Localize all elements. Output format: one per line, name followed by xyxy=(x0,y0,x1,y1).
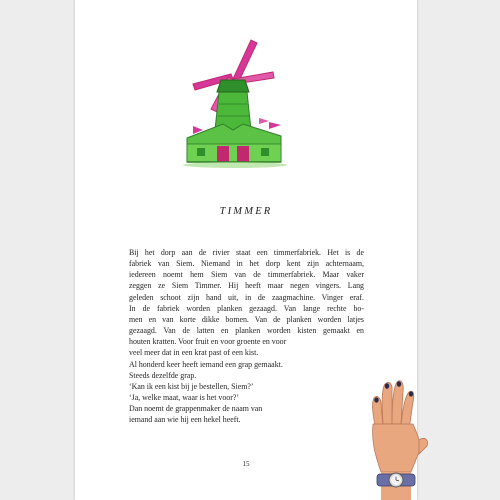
text-line: houten kratten. Voor fruit en voor groente en voor xyxy=(129,337,287,347)
text-line: Steeds dezelfde grap. xyxy=(129,370,197,380)
text-line: veel meer dat in een krat past of een kist. xyxy=(129,348,259,358)
windmill-illustration xyxy=(173,34,293,184)
text-line: ‘Kan ik een kist bij je bestellen, Siem?’ xyxy=(129,381,254,391)
text-line: iemand aan wie hij een hekel heeft. xyxy=(129,415,241,425)
text-line: ‘Ja, welke maat, waar is het voor?’ xyxy=(129,393,239,403)
text-line: Bij het dorp aan de rivier staat een timmerfabriek. Het is de xyxy=(129,248,364,257)
text-line: gezaagd. Van de latten en planken worden kisten gemaakt en xyxy=(129,326,364,336)
chapter-title: TIMMER xyxy=(219,206,273,217)
page-number: 15 xyxy=(242,460,250,468)
book-page xyxy=(75,0,417,500)
text-line: geleden schoot zijn hand uit, in de zaagmachine. Vinger eraf. xyxy=(129,292,364,302)
text-line: In de fabriek worden planken gezaagd. Van lange rechte bo- xyxy=(129,303,364,313)
text-line: zeggen ze Siem Timmer. Hij heeft maar negen vingers. Lang xyxy=(129,281,364,291)
text-line: fabriek van Siem. Niemand in het dorp kent zijn achternaam, xyxy=(129,259,364,269)
hand-with-watch-illustration xyxy=(361,374,431,500)
chapter-body-text xyxy=(129,247,364,426)
text-line: Dan noemt de grappenmaker de naam van xyxy=(129,404,263,414)
text-line: men en van korte dikke bomen. Van de planken worden latjes xyxy=(129,314,364,324)
text-line: iedereen noemt hem Siem van de timmerfabriek. Maar vaker xyxy=(129,270,364,280)
text-line: Al honderd keer heeft iemand een grap gemaakt. xyxy=(129,359,283,369)
